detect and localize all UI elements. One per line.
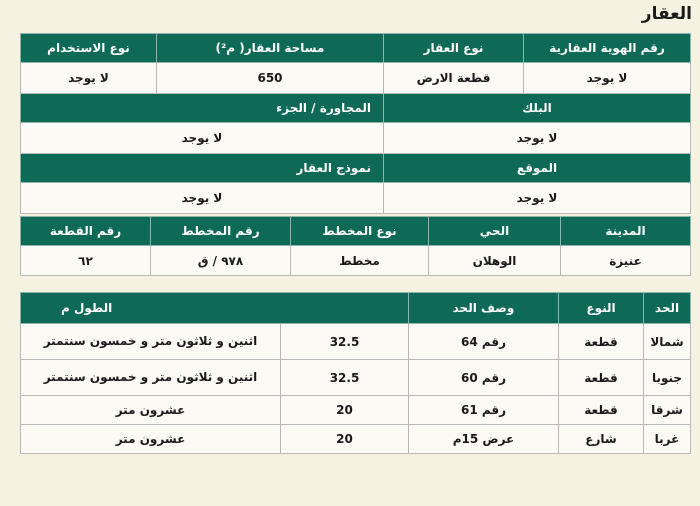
header-plot-number: رقم القطعة: [21, 217, 151, 246]
header-block: البلك: [384, 94, 691, 123]
header-boundary: الحد: [644, 293, 691, 324]
boundary-side: شمالا: [644, 324, 691, 360]
header-length: الطول م: [21, 293, 409, 324]
boundary-length-words: عشرون متر: [21, 396, 281, 425]
header-boundary-description: وصف الحد: [409, 293, 559, 324]
header-location: الموقع: [384, 154, 691, 183]
value-usage-type: لا يوجد: [21, 63, 157, 94]
boundary-length-words: اثنين و ثلاثون متر و خمسون سنتمتر: [21, 324, 281, 360]
boundaries-table: [20, 292, 691, 454]
value-property-model: لا يوجد: [21, 183, 384, 214]
value-district: الوهلان: [429, 246, 561, 276]
header-property-model: نموذج العقار: [21, 154, 384, 183]
header-boundary-type: النوع: [559, 293, 644, 324]
header-property-id: رقم الهوية العقارية: [524, 34, 691, 63]
boundary-type: قطعة: [559, 360, 644, 396]
header-neighborhood-part: المجاورة / الجزء: [21, 94, 384, 123]
boundary-description: رقم 64: [409, 324, 559, 360]
value-block: لا يوجد: [384, 123, 691, 154]
table-row: [21, 396, 691, 425]
boundary-side: جنوبا: [644, 360, 691, 396]
boundary-type: شارع: [559, 425, 644, 454]
header-city: المدينة: [561, 217, 691, 246]
table-row: [21, 360, 691, 396]
boundary-length: 32.5: [281, 360, 409, 396]
boundary-length: 20: [281, 396, 409, 425]
location-table: [20, 216, 691, 276]
boundary-type: قطعة: [559, 324, 644, 360]
boundary-description: رقم 60: [409, 360, 559, 396]
value-property-type: قطعة الارض: [384, 63, 524, 94]
boundary-description: عرض 15م: [409, 425, 559, 454]
boundary-description: رقم 61: [409, 396, 559, 425]
boundary-side: شرقا: [644, 396, 691, 425]
boundary-length-words: اثنين و ثلاثون متر و خمسون سنتمتر: [21, 360, 281, 396]
header-district: الحي: [429, 217, 561, 246]
value-location: لا يوجد: [384, 183, 691, 214]
header-property-type: نوع العقار: [384, 34, 524, 63]
value-property-area: 650: [157, 63, 384, 94]
value-plan-type: مخطط: [291, 246, 429, 276]
header-property-area: مساحة العقار( م²): [157, 34, 384, 63]
value-plan-number: ٩٧٨ / ق: [151, 246, 291, 276]
boundary-type: قطعة: [559, 396, 644, 425]
section-title: العقار: [641, 4, 692, 24]
value-plot-number: ٦٢: [21, 246, 151, 276]
value-property-id: لا يوجد: [524, 63, 691, 94]
boundary-length: 32.5: [281, 324, 409, 360]
value-city: عنيزة: [561, 246, 691, 276]
boundary-length-words: عشرون متر: [21, 425, 281, 454]
header-usage-type: نوع الاستخدام: [21, 34, 157, 63]
table-row: [21, 425, 691, 454]
property-table: [20, 33, 691, 214]
header-plan-type: نوع المخطط: [291, 217, 429, 246]
header-plan-number: رقم المخطط: [151, 217, 291, 246]
table-row: [21, 324, 691, 360]
value-neighborhood-part: لا يوجد: [21, 123, 384, 154]
boundary-side: غربا: [644, 425, 691, 454]
boundary-length: 20: [281, 425, 409, 454]
